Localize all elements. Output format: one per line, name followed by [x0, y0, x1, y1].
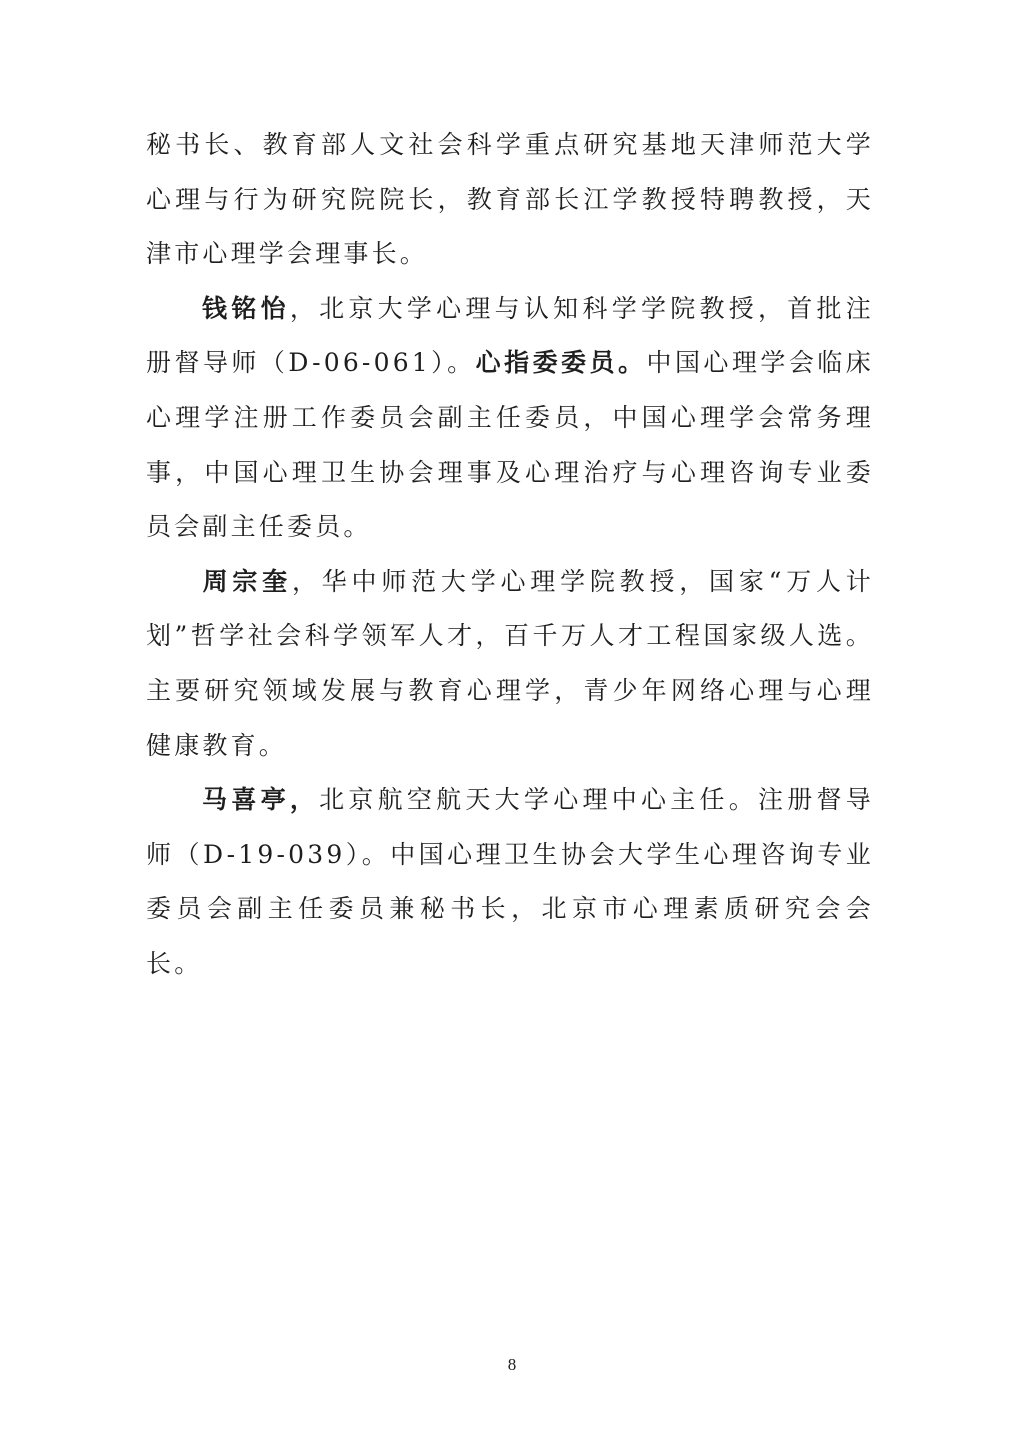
paragraph-qian-mingyi [146, 282, 874, 555]
person-name: 周宗奎 [201, 566, 292, 596]
paragraph-text: ，北京大学心理与认知科学学院教授，首批注册督导师（D-06-061）。 [146, 293, 874, 378]
person-name: 马喜亭， [201, 785, 320, 815]
paragraph-ma-xiting [146, 773, 874, 991]
paragraph-text: ，华中师范大学心理学院教授，国家“万人计划”哲学社会科学领军人才，百千万人才工程国家级人选。主要研究领域发展与教育心理学，青少年网络心理与心理健康教育。 [146, 566, 874, 760]
paragraph-text-rest: 中国心理学会临床心理学注册工作委员会副主任委员，中国心理学会常务理事，中国心理卫生协会理事及心理治疗与心理咨询专业委员会副主任委员。 [146, 348, 874, 542]
page-number: 8 [507, 1355, 517, 1374]
role-highlight: 心指委委员。 [475, 348, 647, 378]
paragraph-continued [146, 118, 874, 282]
body-text [146, 118, 874, 992]
paragraph-text: 秘书长、教育部人文社会科学重点研究基地天津师范大学心理与行为研究院院长，教育部长江学教授特聘教授，天津市心理学会理事长。 [146, 130, 874, 269]
person-name: 钱铭怡 [201, 293, 290, 323]
paragraph-zhou-zongkui [146, 555, 874, 773]
paragraph-text: 北京航空航天大学心理中心主任。注册督导师（D-19-039）。中国心理卫生协会大学生心理咨询专业委员会副主任委员兼秘书长，北京市心理素质研究会会长。 [146, 785, 874, 978]
